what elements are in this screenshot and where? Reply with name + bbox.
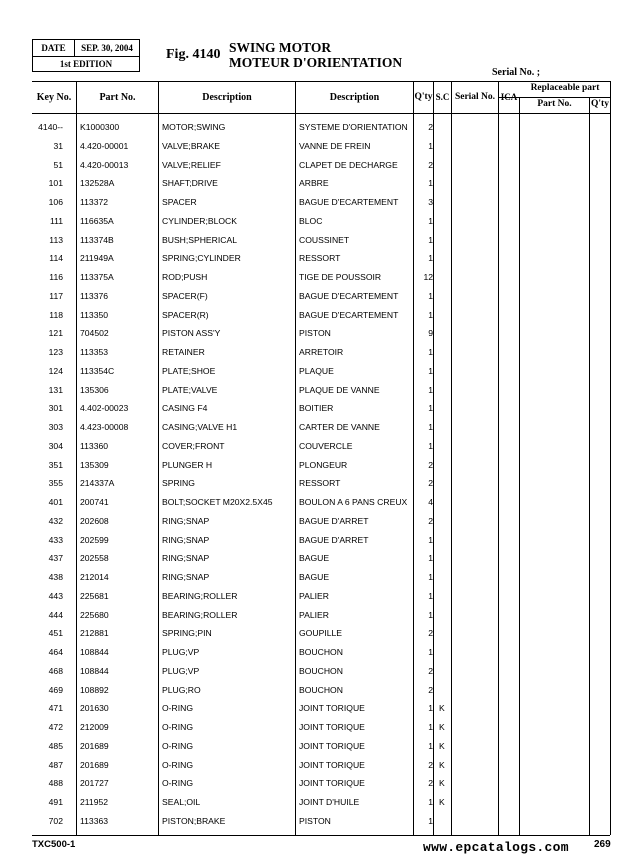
description-fr-cell: TIGE DE POUSSOIR <box>299 272 382 282</box>
table-row <box>0 137 635 155</box>
date-label: DATE <box>33 40 75 56</box>
part-number-cell: 4.420-00013 <box>80 159 129 170</box>
key-cell: 437 <box>48 553 63 564</box>
part-number-cell: 113375A <box>80 272 114 282</box>
description-fr-cell: BOUCHON <box>299 684 343 695</box>
description-en-cell: RING;SNAP <box>162 553 210 564</box>
key-cell: 113 <box>49 234 63 245</box>
quantity-cell: 1 <box>428 534 433 545</box>
key-cell: 116 <box>49 272 63 282</box>
table-row <box>0 587 635 605</box>
table-row <box>0 699 635 717</box>
table-row <box>0 174 635 192</box>
description-en-cell: SPACER(F) <box>162 290 208 301</box>
description-fr-cell: BOULON A 6 PANS CREUX <box>299 497 408 507</box>
table-row <box>0 437 635 455</box>
description-fr-cell: RESSORT <box>299 478 341 489</box>
description-fr-cell: BAGUE D'ARRET <box>299 515 369 526</box>
description-fr-cell: VANNE DE FREIN <box>299 140 371 151</box>
edition-label: 1st EDITION <box>59 59 113 69</box>
description-fr-cell: BAGUE D'ECARTEMENT <box>299 290 399 301</box>
description-en-cell: RING;SNAP <box>162 572 210 582</box>
header-sc: S.C <box>435 92 450 102</box>
key-cell: 438 <box>48 572 63 582</box>
key-cell: 469 <box>48 684 63 695</box>
page-number: 269 <box>594 839 611 850</box>
description-fr-cell: BAGUE D'ECARTEMENT <box>299 197 399 207</box>
key-cell: 432 <box>48 515 63 526</box>
table-row <box>0 193 635 211</box>
part-number-cell: 201689 <box>80 740 109 751</box>
table-row <box>0 812 635 830</box>
header-replaceable-part: Replaceable part <box>530 83 600 93</box>
table-row <box>0 456 635 474</box>
table-row <box>0 737 635 755</box>
part-number-cell: 113374B <box>80 234 114 245</box>
key-cell: 355 <box>48 478 63 489</box>
key-cell: 485 <box>48 740 63 751</box>
part-number-cell: 225681 <box>80 590 109 601</box>
description-en-cell: RETAINER <box>162 347 205 357</box>
part-number-cell: 4.420-00001 <box>80 140 129 151</box>
website-link[interactable]: www.epcatalogs.com <box>423 840 569 855</box>
table-row <box>0 756 635 774</box>
description-fr-cell: JOINT TORIQUE <box>299 722 365 732</box>
quantity-cell: 3 <box>428 197 433 207</box>
description-en-cell: BEARING;ROLLER <box>162 609 238 620</box>
description-en-cell: SPACER(R) <box>162 309 209 320</box>
table-row <box>0 512 635 530</box>
key-cell: 111 <box>49 215 63 226</box>
table-row <box>0 362 635 380</box>
key-cell: 472 <box>48 722 63 732</box>
quantity-cell: 1 <box>428 178 433 189</box>
key-cell: 464 <box>48 647 63 657</box>
quantity-cell: 1 <box>428 234 433 245</box>
key-cell: 487 <box>48 759 63 770</box>
quantity-cell: 1 <box>428 290 433 301</box>
description-en-cell: SHAFT;DRIVE <box>162 178 218 189</box>
description-en-cell: SPACER <box>162 197 197 207</box>
header-qty: Q'ty <box>414 92 433 102</box>
description-fr-cell: PLAQUE <box>299 365 334 376</box>
description-fr-cell: BAGUE <box>299 572 330 582</box>
date-edition-box <box>32 39 140 72</box>
description-fr-cell: JOINT TORIQUE <box>299 703 365 714</box>
serial-number-label: Serial No. ; <box>492 67 541 78</box>
quantity-cell: 2 <box>428 778 433 789</box>
part-number-cell: 201630 <box>80 703 109 714</box>
description-en-cell: MOTOR;SWING <box>162 122 226 132</box>
key-cell: 301 <box>48 403 63 414</box>
description-en-cell: PLUG;VP <box>162 647 200 657</box>
key-cell: 51 <box>53 159 63 170</box>
part-number-cell: K1000300 <box>80 122 120 132</box>
description-en-cell: SPRING <box>162 478 195 489</box>
description-en-cell: O-RING <box>162 722 194 732</box>
part-number-cell: 108892 <box>80 684 109 695</box>
figure-number: Fig. 4140 <box>166 47 221 62</box>
description-en-cell: RING;SNAP <box>162 534 210 545</box>
description-en-cell: BUSH;SPHERICAL <box>162 234 237 245</box>
header-replaceable-qty: Q'ty <box>591 99 609 109</box>
quantity-cell: 1 <box>428 365 433 376</box>
quantity-cell: 1 <box>428 422 433 432</box>
key-cell: 468 <box>48 665 63 676</box>
description-fr-cell: PISTON <box>299 815 331 826</box>
description-fr-cell: COUVERCLE <box>299 440 353 451</box>
key-cell: 101 <box>48 178 63 189</box>
header-part-no: Part No. <box>99 92 136 103</box>
key-cell: 702 <box>48 815 63 826</box>
description-fr-cell: PLAQUE DE VANNE <box>299 384 380 395</box>
quantity-cell: 1 <box>428 309 433 320</box>
description-en-cell: O-RING <box>162 778 194 789</box>
description-fr-cell: JOINT TORIQUE <box>299 778 365 789</box>
description-en-cell: COVER;FRONT <box>162 440 225 451</box>
key-cell: 444 <box>48 609 63 620</box>
header-description-fr: Description <box>329 92 380 103</box>
table-row <box>0 324 635 342</box>
description-en-cell: O-RING <box>162 740 194 751</box>
description-en-cell: SPRING;CYLINDER <box>162 253 241 264</box>
table-row <box>0 568 635 586</box>
part-number-cell: 113360 <box>80 440 109 451</box>
description-en-cell: SEAL;OIL <box>162 797 201 807</box>
table-bottom-border <box>32 835 610 836</box>
table-top-border <box>32 81 610 82</box>
part-number-cell: 214337A <box>80 478 115 489</box>
table-header-bottom-border <box>32 113 610 114</box>
key-cell: 123 <box>48 347 63 357</box>
quantity-cell: 1 <box>428 347 433 357</box>
key-cell: 31 <box>53 140 63 151</box>
description-fr-cell: CARTER DE VANNE <box>299 422 380 432</box>
header-key-no: Key No. <box>36 92 72 103</box>
description-en-cell: PISTON;BRAKE <box>162 815 226 826</box>
key-cell: 106 <box>48 197 63 207</box>
part-number-cell: 135309 <box>80 459 109 470</box>
header-replaceable-part-no: Part No. <box>537 99 572 109</box>
part-number-cell: 212009 <box>80 722 109 732</box>
key-cell: 114 <box>49 253 63 264</box>
key-cell: 488 <box>48 778 63 789</box>
table-row <box>0 474 635 492</box>
quantity-cell: 1 <box>428 797 433 807</box>
quantity-cell: 12 <box>423 272 433 282</box>
part-number-cell: 202558 <box>80 553 109 564</box>
description-en-cell: ROD;PUSH <box>162 272 208 282</box>
quantity-cell: 1 <box>428 384 433 395</box>
title-french: MOTEUR D'ORIENTATION <box>229 55 403 70</box>
key-cell: 131 <box>48 384 63 395</box>
part-number-cell: 113363 <box>80 815 109 826</box>
table-row <box>0 343 635 361</box>
description-en-cell: PLUG;VP <box>162 665 200 676</box>
part-number-cell: 4.402-00023 <box>80 403 129 414</box>
key-cell: 117 <box>49 290 63 301</box>
table-row <box>0 662 635 680</box>
key-cell: 118 <box>49 309 63 320</box>
part-number-cell: 113350 <box>80 309 109 320</box>
table-row <box>0 212 635 230</box>
date-value: SEP. 30, 2004 <box>81 43 133 53</box>
part-number-cell: 108844 <box>80 665 109 676</box>
quantity-cell: 2 <box>428 122 433 132</box>
part-number-cell: 212014 <box>80 572 109 582</box>
description-fr-cell: SYSTEME D'ORIENTATION <box>299 122 408 132</box>
quantity-cell: 2 <box>428 665 433 676</box>
quantity-cell: 9 <box>428 328 433 339</box>
quantity-cell: 1 <box>428 590 433 601</box>
table-row <box>0 118 635 136</box>
part-number-cell: 132528A <box>80 178 115 189</box>
model-label: TXC500-1 <box>32 839 76 850</box>
header-description-en: Description <box>202 92 252 103</box>
description-fr-cell: JOINT TORIQUE <box>299 759 365 770</box>
quantity-cell: 1 <box>428 553 433 564</box>
part-number-cell: 200741 <box>80 497 109 507</box>
part-number-cell: 113353 <box>80 347 109 357</box>
quantity-cell: 2 <box>428 759 433 770</box>
description-fr-cell: PLONGEUR <box>299 459 348 470</box>
quantity-cell: 1 <box>428 703 433 714</box>
description-fr-cell: BAGUE D'ARRET <box>299 534 369 545</box>
table-row <box>0 231 635 249</box>
table-row <box>0 643 635 661</box>
table-row <box>0 493 635 511</box>
quantity-cell: 1 <box>428 572 433 582</box>
description-fr-cell: COUSSINET <box>299 234 350 245</box>
table-row <box>0 531 635 549</box>
quantity-cell: 1 <box>428 722 433 732</box>
key-cell: 351 <box>48 459 63 470</box>
key-cell: 121 <box>48 328 63 339</box>
description-en-cell: RING;SNAP <box>162 515 210 526</box>
description-en-cell: CASING;VALVE H1 <box>162 422 238 432</box>
part-number-cell: 108844 <box>80 647 109 657</box>
key-cell: 303 <box>48 422 63 432</box>
table-row <box>0 249 635 267</box>
key-cell: 433 <box>48 534 63 545</box>
description-en-cell: PLUG;RO <box>162 684 201 695</box>
description-en-cell: VALVE;RELIEF <box>162 159 221 170</box>
description-en-cell: CASING F4 <box>162 403 208 414</box>
table-row <box>0 774 635 792</box>
description-fr-cell: JOINT D'HUILE <box>299 797 360 807</box>
quantity-cell: 2 <box>428 478 433 489</box>
description-fr-cell: BOITIER <box>299 403 334 414</box>
quantity-cell: 1 <box>428 815 433 826</box>
table-row <box>0 549 635 567</box>
key-cell: 471 <box>48 703 63 714</box>
quantity-cell: 2 <box>428 159 433 170</box>
description-en-cell: PLATE;VALVE <box>162 384 218 395</box>
header-serial-no: Serial No. <box>454 92 496 102</box>
service-code-cell: K <box>439 778 445 789</box>
key-cell: 124 <box>48 365 63 376</box>
description-fr-cell: RESSORT <box>299 253 341 264</box>
description-en-cell: SPRING;PIN <box>162 628 212 639</box>
table-row <box>0 381 635 399</box>
quantity-cell: 4 <box>428 497 433 507</box>
part-number-cell: 135306 <box>80 384 109 395</box>
description-en-cell: CYLINDER;BLOCK <box>162 215 237 226</box>
part-number-cell: 113354C <box>80 365 115 376</box>
part-number-cell: 113372 <box>80 197 109 207</box>
part-number-cell: 211952 <box>80 797 109 807</box>
key-cell: 451 <box>48 628 63 639</box>
description-en-cell: O-RING <box>162 759 194 770</box>
quantity-cell: 1 <box>428 253 433 264</box>
key-cell: 401 <box>48 497 63 507</box>
service-code-cell: K <box>439 722 445 732</box>
key-cell: 4140-- <box>38 122 63 132</box>
table-row <box>0 718 635 736</box>
quantity-cell: 1 <box>428 740 433 751</box>
description-fr-cell: PISTON <box>299 328 331 339</box>
table-row <box>0 681 635 699</box>
part-number-cell: 212881 <box>80 628 109 639</box>
description-fr-cell: BOUCHON <box>299 647 343 657</box>
quantity-cell: 2 <box>428 684 433 695</box>
description-en-cell: BOLT;SOCKET M20X2.5X45 <box>162 497 273 507</box>
table-row <box>0 606 635 624</box>
description-en-cell: BEARING;ROLLER <box>162 590 238 601</box>
key-cell: 443 <box>48 590 63 601</box>
description-fr-cell: BAGUE D'ECARTEMENT <box>299 309 399 320</box>
quantity-cell: 1 <box>428 403 433 414</box>
header-ica: ICA <box>500 92 518 102</box>
quantity-cell: 2 <box>428 459 433 470</box>
description-fr-cell: CLAPET DE DECHARGE <box>299 159 398 170</box>
quantity-cell: 1 <box>428 215 433 226</box>
quantity-cell: 2 <box>428 515 433 526</box>
key-cell: 491 <box>48 797 63 807</box>
part-number-cell: 4.423-00008 <box>80 422 129 432</box>
service-code-cell: K <box>439 703 445 714</box>
quantity-cell: 1 <box>428 609 433 620</box>
description-en-cell: PLATE;SHOE <box>162 365 216 376</box>
description-en-cell: VALVE;BRAKE <box>162 140 220 151</box>
quantity-cell: 1 <box>428 440 433 451</box>
part-number-cell: 225680 <box>80 609 109 620</box>
table-row <box>0 306 635 324</box>
description-fr-cell: PALIER <box>299 590 329 601</box>
service-code-cell: K <box>439 759 445 770</box>
part-number-cell: 201727 <box>80 778 109 789</box>
part-number-cell: 202599 <box>80 534 109 545</box>
description-fr-cell: ARRETOIR <box>299 347 344 357</box>
description-fr-cell: BOUCHON <box>299 665 343 676</box>
table-row <box>0 399 635 417</box>
description-fr-cell: GOUPILLE <box>299 628 342 639</box>
key-cell: 304 <box>48 440 63 451</box>
date-row <box>33 40 139 57</box>
part-number-cell: 704502 <box>80 328 109 339</box>
description-en-cell: PISTON ASS'Y <box>162 328 221 339</box>
part-number-cell: 116635A <box>80 215 114 226</box>
quantity-cell: 2 <box>428 628 433 639</box>
table-row <box>0 624 635 642</box>
part-number-cell: 202608 <box>80 515 109 526</box>
title-english: SWING MOTOR <box>229 40 332 55</box>
description-fr-cell: JOINT TORIQUE <box>299 740 365 751</box>
quantity-cell: 1 <box>428 647 433 657</box>
service-code-cell: K <box>439 740 445 751</box>
table-row <box>0 418 635 436</box>
part-number-cell: 211949A <box>80 253 114 264</box>
description-en-cell: O-RING <box>162 703 194 714</box>
table-row <box>0 156 635 174</box>
description-en-cell: PLUNGER H <box>162 459 213 470</box>
part-number-cell: 201689 <box>80 759 109 770</box>
table-row <box>0 793 635 811</box>
description-fr-cell: BLOC <box>299 215 323 226</box>
table-row <box>0 287 635 305</box>
description-fr-cell: BAGUE <box>299 553 330 564</box>
description-fr-cell: PALIER <box>299 609 329 620</box>
description-fr-cell: ARBRE <box>299 178 329 189</box>
quantity-cell: 1 <box>428 140 433 151</box>
service-code-cell: K <box>439 797 445 807</box>
part-number-cell: 113376 <box>80 290 109 301</box>
table-row <box>0 268 635 286</box>
